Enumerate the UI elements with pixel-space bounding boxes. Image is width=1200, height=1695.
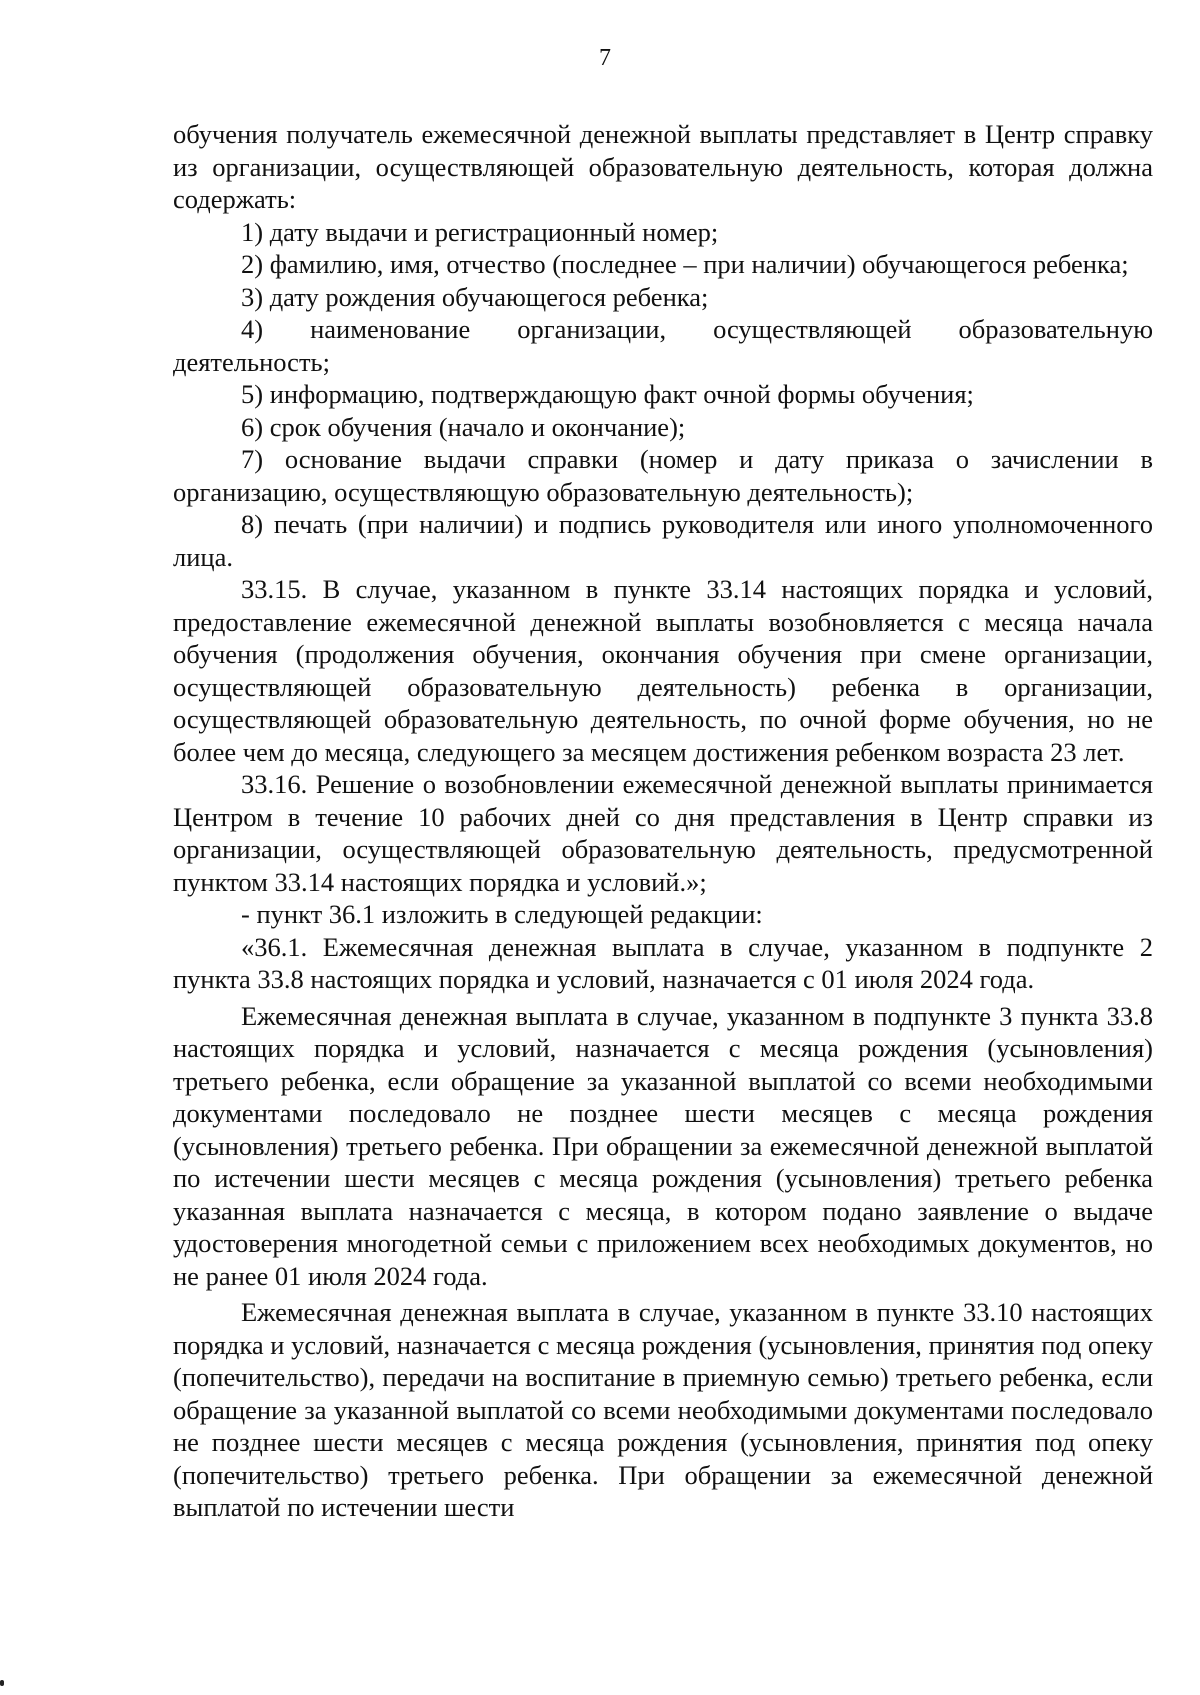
list-item-5: 5) информацию, подтверждающую факт очной формы обучения; — [241, 379, 974, 409]
scan-mark — [0, 1680, 4, 1686]
list-item-7: 7) основание выдачи справки (номер и дату приказа о зачислении в организацию, осуществляющую образовательную деятельность); — [173, 444, 1153, 507]
list-item-4: 4) наименование организации, осуществляющей образовательную деятельность; — [173, 314, 1153, 377]
clause-33-15: 33.15. В случае, указанном в пункте 33.14 настоящих порядка и условий, предоставление ежемесячной денежной выплаты возобновляется с месяца начала обучения (продолжения обучения, окончания обучения при смене организации, осуществляющей образовательную деятельность) ребенка в организации, осуществляющей образовательную деятельность, по очной форме обучения, но не более чем до месяца, следующего за месяцем достижения ребенком возраста 23 лет. — [173, 574, 1153, 767]
document-body — [173, 118, 1153, 1524]
paragraph-continuation: обучения получатель ежемесячной денежной выплаты представляет в Центр справку из организации, осуществляющей образовательную деятельность, которая должна содержать: — [173, 119, 1153, 214]
list-item-8: 8) печать (при наличии) и подпись руководителя или иного уполномоченного лица. — [173, 509, 1153, 572]
clause-36-1: «36.1. Ежемесячная денежная выплата в случае, указанном в подпункте 2 пункта 33.8 настоящих порядка и условий, назначается с 01 июля 2024 года. — [173, 931, 1153, 994]
page-number: 7 — [599, 45, 611, 71]
amendment-instruction: - пункт 36.1 изложить в следующей редакции: — [241, 899, 763, 929]
list-item-1: 1) дату выдачи и регистрационный номер; — [241, 216, 719, 247]
clause-33-16: 33.16. Решение о возобновлении ежемесячной денежной выплаты принимается Центром в течение 10 рабочих дней со дня представления в Центр справки из организации, осуществляющей образовательную деятельность, предусмотренной пунктом 33.14 настоящих порядка и условий.»; — [173, 769, 1153, 897]
list-item-2: 2) фамилию, имя, отчество (последнее – при наличии) обучающегося ребенка; — [241, 249, 1129, 279]
clause-36-1-paragraph-3: Ежемесячная денежная выплата в случае, указанном в пункте 33.10 настоящих порядка и условий, назначается с месяца рождения (усыновления, принятия под опеку (попечительство), передачи на воспитание в приемную семью) третьего ребенка, если обращение за указанной выплатой со всеми необходимыми документами последовало не позднее шести месяцев с месяца рождения (усыновления, принятия под опеку (попечительство) третьего ребенка. При обращении за ежемесячной денежной выплатой по истечении шести — [173, 1297, 1153, 1522]
clause-36-1-paragraph-2: Ежемесячная денежная выплата в случае, указанном в подпункте 3 пункта 33.8 настоящих порядка и условий, назначается с месяца рождения (усыновления) третьего ребенка, если обращение за указанной выплатой со всеми необходимыми документами последовало не позднее шести месяцев с месяца рождения (усыновления) третьего ребенка. При обращении за ежемесячной денежной выплатой по истечении шести месяцев с месяца рождения (усыновления) третьего ребенка указанная выплата назначается с месяца, в котором подано заявление о выдаче удостоверения многодетной семьи с приложением всех необходимых документов, но не ранее 01 июля 2024 года. — [173, 1000, 1153, 1291]
list-item-6: 6) срок обучения (начало и окончание); — [241, 411, 686, 442]
list-item-3: 3) дату рождения обучающегося ребенка; — [241, 281, 709, 312]
